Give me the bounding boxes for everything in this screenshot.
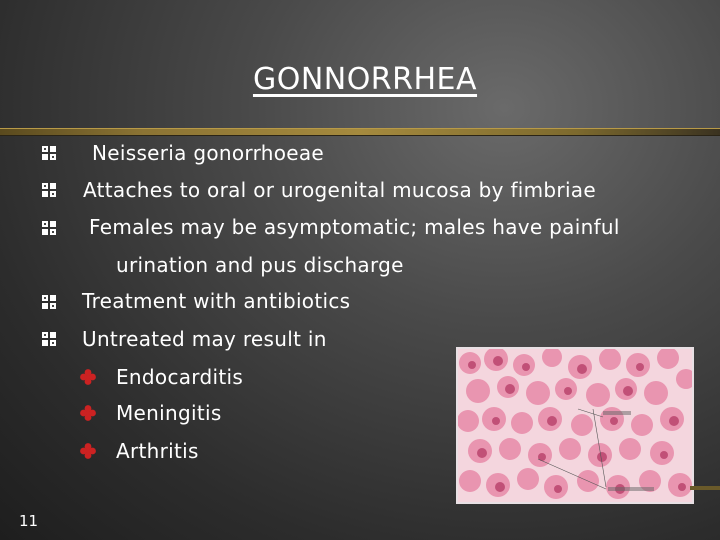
diamond-bullet-icon — [80, 405, 96, 421]
bullet-text-continuation: urination and pus discharge — [116, 253, 404, 277]
square-grid-bullet-icon — [42, 221, 56, 235]
square-grid-bullet-icon — [42, 146, 56, 160]
gram-stain-micrograph — [456, 347, 694, 504]
diamond-bullet-icon — [80, 443, 96, 459]
sub-bullet-text: Arthritis — [116, 439, 199, 463]
square-grid-bullet-icon — [42, 332, 56, 346]
sub-bullet-text: Endocarditis — [116, 365, 244, 389]
square-grid-bullet-icon — [42, 295, 56, 309]
slide-title: GONNORRHEA — [252, 62, 478, 97]
title-divider — [0, 128, 720, 136]
square-grid-bullet-icon — [42, 183, 56, 197]
diamond-bullet-icon — [80, 369, 96, 385]
bullet-text: Females may be asymptomatic; males have painful — [89, 215, 620, 239]
bullet-text: Neisseria gonorrhoeae — [92, 141, 325, 165]
bullet-text: Attaches to oral or urogenital mucosa by fimbriae — [83, 178, 596, 202]
sub-bullet-text: Meningitis — [116, 401, 222, 425]
bullet-text: Untreated may result in — [82, 327, 327, 351]
page-number: 11 — [19, 512, 39, 530]
bullet-text: Treatment with antibiotics — [82, 289, 351, 313]
decorative-edge — [690, 486, 720, 490]
